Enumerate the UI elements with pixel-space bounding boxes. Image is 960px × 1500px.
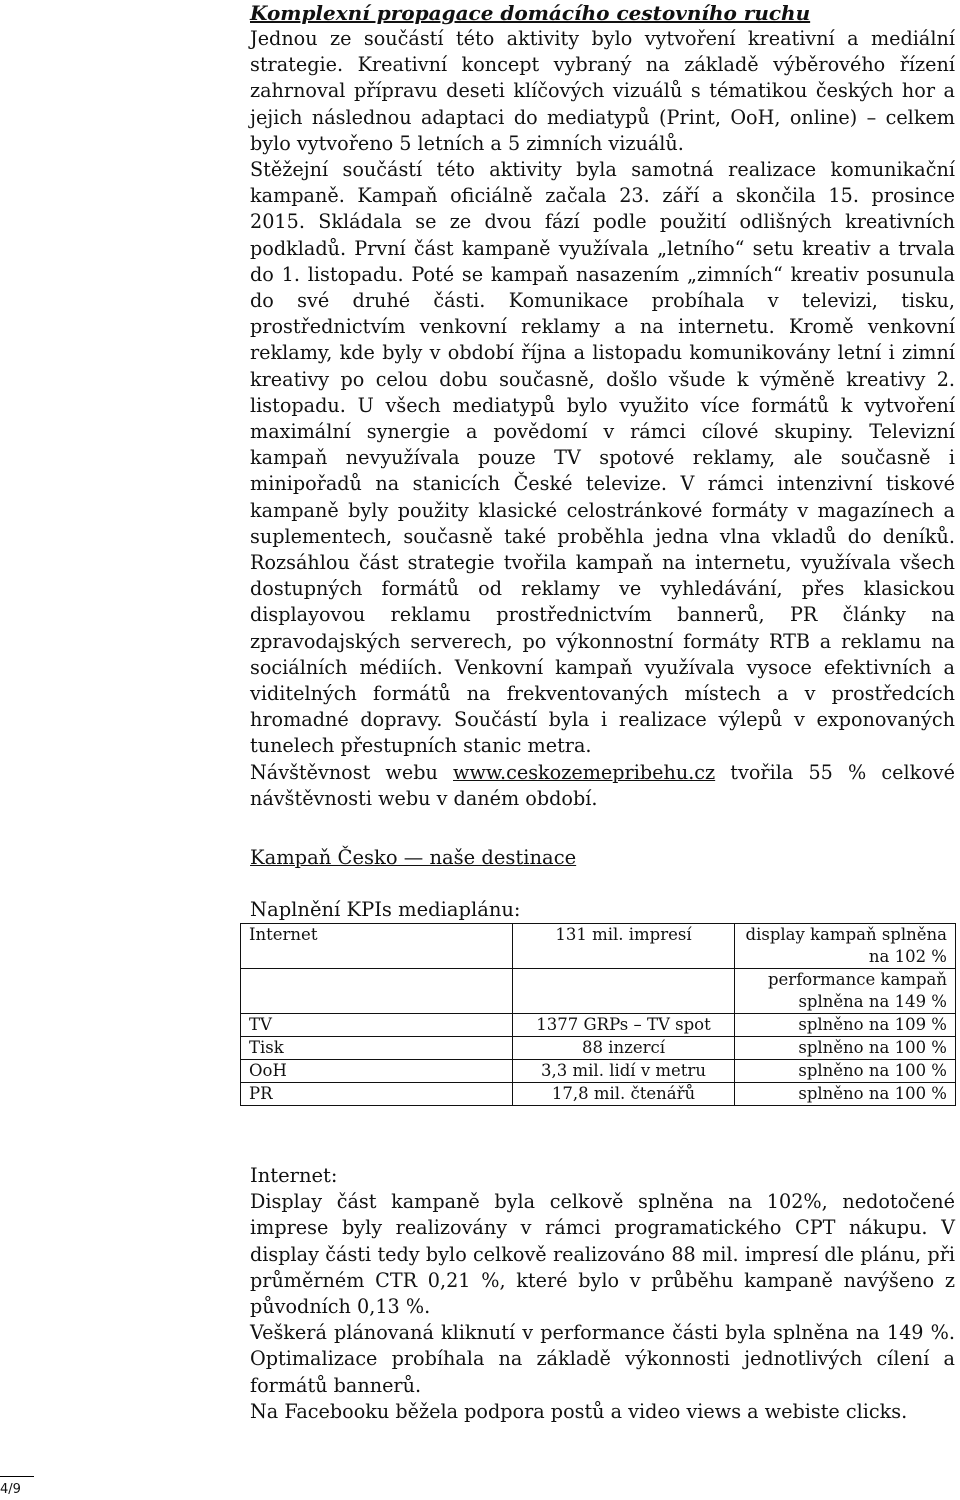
internet-paragraph-display: Display část kampaně byla celkově splněna na 102%, nedotočené imprese byly realizovány v rámci programatického CPT nákupu. V display části tedy bylo celkově realizováno 88 mil. impresí dle plánu, při průměrném CTR 0,21 %, které bylo v průběhu kampaně navýšeno z původních 0,13 %. bbox=[250, 1190, 955, 1318]
kpi-result-cell: display kampaň splněna na 102 % bbox=[734, 924, 955, 969]
kpi-volume-cell: 3,3 mil. lidí v metru bbox=[513, 1060, 734, 1083]
kpi-result-cell: splněno na 109 % bbox=[734, 1014, 955, 1037]
intro-paragraph: Jednou ze součástí této aktivity bylo vytvoření kreativní a mediální strategie. Kreativní koncept vybraný na základě výběrového řízení zahrnoval přípravu deseti klíčových vizuálů s tématikou českých hor a jejich následnou adaptaci do mediatypů (Print, OoH, online) – celkem bylo vytvořeno 5 letních a 5 zimních vizuálů. bbox=[250, 27, 955, 155]
kpi-title: Naplnění KPIs mediaplánu: bbox=[250, 898, 521, 922]
kpi-volume-cell: 1377 GRPs – TV spot bbox=[513, 1014, 734, 1037]
page-content bbox=[250, 0, 955, 1425]
section-heading: Komplexní propagace domácího cestovního ruchu bbox=[250, 1, 811, 25]
footer-divider bbox=[0, 1476, 34, 1477]
kpi-channel-cell bbox=[241, 969, 513, 1014]
internet-section bbox=[250, 1162, 955, 1425]
table-row bbox=[241, 969, 956, 1014]
kpi-volume-cell: 88 inzercí bbox=[513, 1037, 734, 1060]
internet-title: Internet: bbox=[250, 1164, 338, 1188]
kpi-result-cell: splněno na 100 % bbox=[734, 1083, 955, 1106]
kpi-result-cell: performance kampaň splněna na 149 % bbox=[734, 969, 955, 1014]
kpi-volume-cell: 131 mil. impresí bbox=[513, 924, 734, 969]
kpi-result-cell: splněno na 100 % bbox=[734, 1037, 955, 1060]
kpi-result-cell: splněno na 100 % bbox=[734, 1060, 955, 1083]
table-row bbox=[241, 1014, 956, 1037]
table-row bbox=[241, 1037, 956, 1060]
main-paragraph: Stěžejní součástí této aktivity byla samotná realizace komunikační kampaně. Kampaň oficiálně začala 23. září a skončila 15. prosince 2015. Skládala se ze dvou fází podle použití odlišných kreativních podkladů. První část kampaně využívala „letního“ setu kreativ a trvala do 1. listopadu. Poté se kampaň nasazením „zimních“ kreativ posunula do své druhé části. Komunikace probíhala v televizi, tisku, prostřednictvím venkovní reklamy a na internetu. Kromě venkovní reklamy, kde byly v období října a listopadu komunikovány letní i zimní kreativy po celou dobu současně, došlo všude k výměně kreativy 2. listopadu. U všech mediatypů bylo využito více formátů k vytvoření maximální synergie a povědomí v rámci cílové skupiny. Televizní kampaň nevyužívala pouze TV spotové reklamy, ale současně i minipořadů na stanicích České televize. V rámci intenzivní tiskové kampaně byly použity klasické celostránkové formáty v magazínech a suplementech, současně také proběhla jedna vlna vkladů do deníků. Rozsáhlou část strategie tvořila kampaň na internetu, využívala všech dostupných formátů od reklamy ve vyhledávání, přes klasickou displayovou reklamu prostřednictvím bannerů, PR články na zpravodajských serverech, po výkonnostní formáty RTB a reklamu na sociálních médiích. Venkovní kampaň využívala vysoce efektivních a viditelných formátů na frekventovaných místech a v prostředcích hromadné dopravy. Součástí byla i realizace výlepů v exponovaných tunelech přestupních stanic metra. bbox=[250, 158, 955, 758]
web-link[interactable]: www.ceskozemepribehu.cz bbox=[453, 760, 716, 784]
table-row bbox=[241, 1083, 956, 1106]
kpi-channel-cell: Tisk bbox=[241, 1037, 513, 1060]
kpi-table bbox=[240, 923, 956, 1106]
web-traffic-suffix: tvořila 55 % celkové návštěvnosti webu v daném období. bbox=[250, 760, 955, 810]
kpi-channel-cell: TV bbox=[241, 1014, 513, 1037]
internet-paragraph-performance: Veškerá plánovaná kliknutí v performance části byla splněna na 149 %. Optimalizace probíhala na základě výkonnosti jednotlivých cílení a formátů bannerů. bbox=[250, 1321, 955, 1397]
kpi-channel-cell: Internet bbox=[241, 924, 513, 969]
table-row bbox=[241, 924, 956, 969]
kpi-volume-cell bbox=[513, 969, 734, 1014]
campaign-title: Kampaň Česko — naše destinace bbox=[250, 846, 577, 870]
table-row bbox=[241, 1060, 956, 1083]
page-number: 4/9 bbox=[0, 1480, 40, 1500]
kpi-volume-cell: 17,8 mil. čtenářů bbox=[513, 1083, 734, 1106]
web-traffic-prefix: Návštěvnost webu bbox=[250, 760, 454, 784]
kpi-channel-cell: OoH bbox=[241, 1060, 513, 1083]
internet-paragraph-facebook: Na Facebooku běžela podpora postů a video views a webiste clicks. bbox=[250, 1399, 908, 1423]
kpi-channel-cell: PR bbox=[241, 1083, 513, 1106]
web-traffic-paragraph bbox=[250, 760, 955, 812]
